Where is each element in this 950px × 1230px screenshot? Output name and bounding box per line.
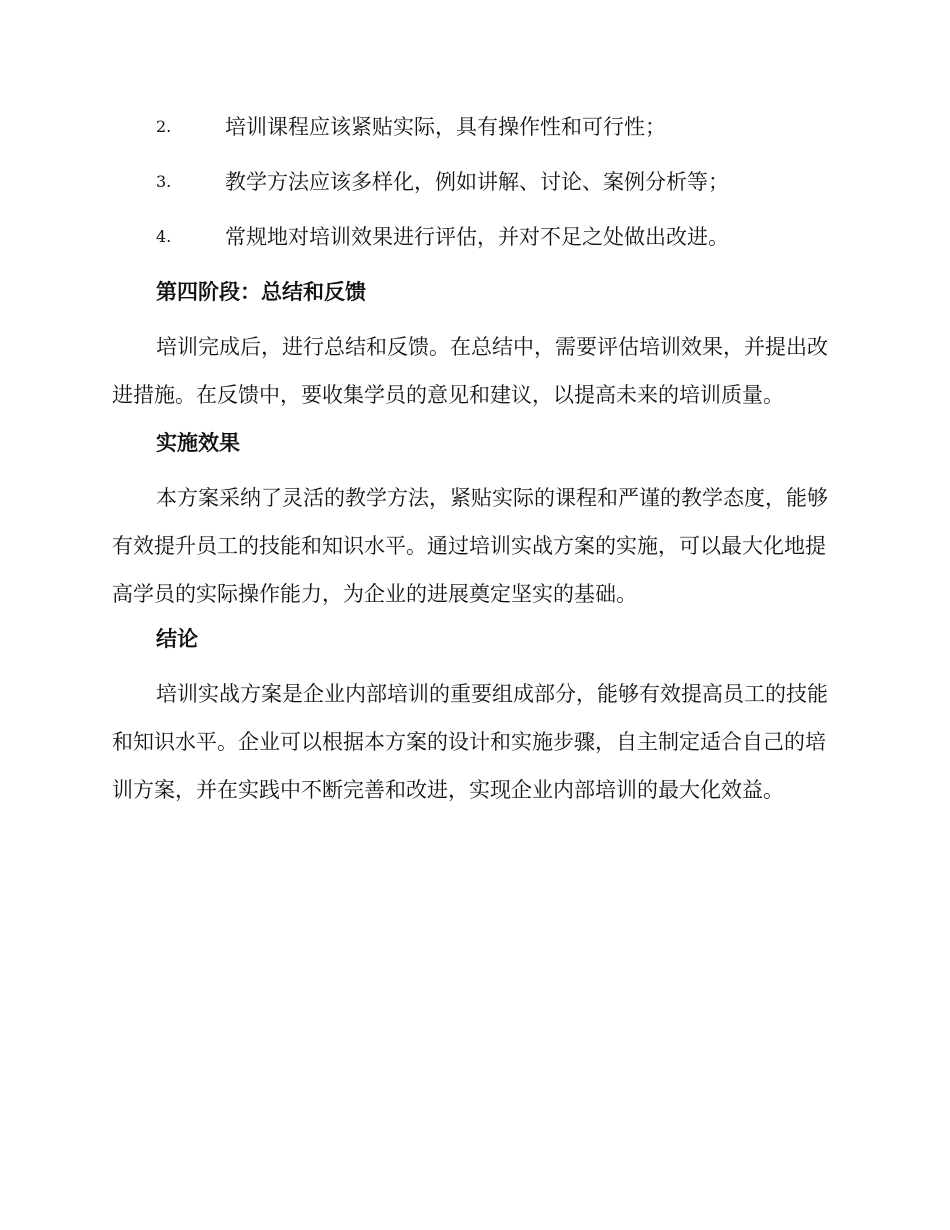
list-number: 3. xyxy=(156,172,172,191)
list-item xyxy=(156,112,836,142)
list-number: 2. xyxy=(156,117,172,136)
section-heading-implementation-effect: 实施效果 xyxy=(156,430,240,455)
section-paragraph-conclusion: 培训实战方案是企业内部培训的重要组成部分，能够有效提高员工的技能和知识水平。企业可以根据本方案的设计和实施步骤，自主制定适合自己的培训方案，并在实践中不断完善和改进，实现企业内部培训的最大化效益。 xyxy=(112,682,828,802)
section-heading-summary-feedback: 第四阶段：总结和反馈 xyxy=(156,279,366,304)
list-text: 教学方法应该多样化，例如讲解、讨论、案例分析等； xyxy=(225,170,729,194)
list-text: 培训课程应该紧贴实际，具有操作性和可行性； xyxy=(225,115,666,139)
list-item xyxy=(156,222,836,252)
list-item xyxy=(156,167,836,197)
section-paragraph-summary-feedback: 培训完成后，进行总结和反馈。在总结中，需要评估培训效果，并提出改进措施。在反馈中，要收集学员的意见和建议，以提高未来的培训质量。 xyxy=(112,335,828,407)
list-number: 4. xyxy=(156,227,172,246)
list-text: 常规地对培训效果进行评估，并对不足之处做出改进。 xyxy=(225,225,729,249)
section-heading-conclusion: 结论 xyxy=(156,626,198,651)
section-paragraph-implementation-effect: 本方案采纳了灵活的教学方法，紧贴实际的课程和严谨的教学态度，能够有效提升员工的技能和知识水平。通过培训实战方案的实施，可以最大化地提高学员的实际操作能力，为企业的进展奠定坚实的基础。 xyxy=(112,486,828,606)
